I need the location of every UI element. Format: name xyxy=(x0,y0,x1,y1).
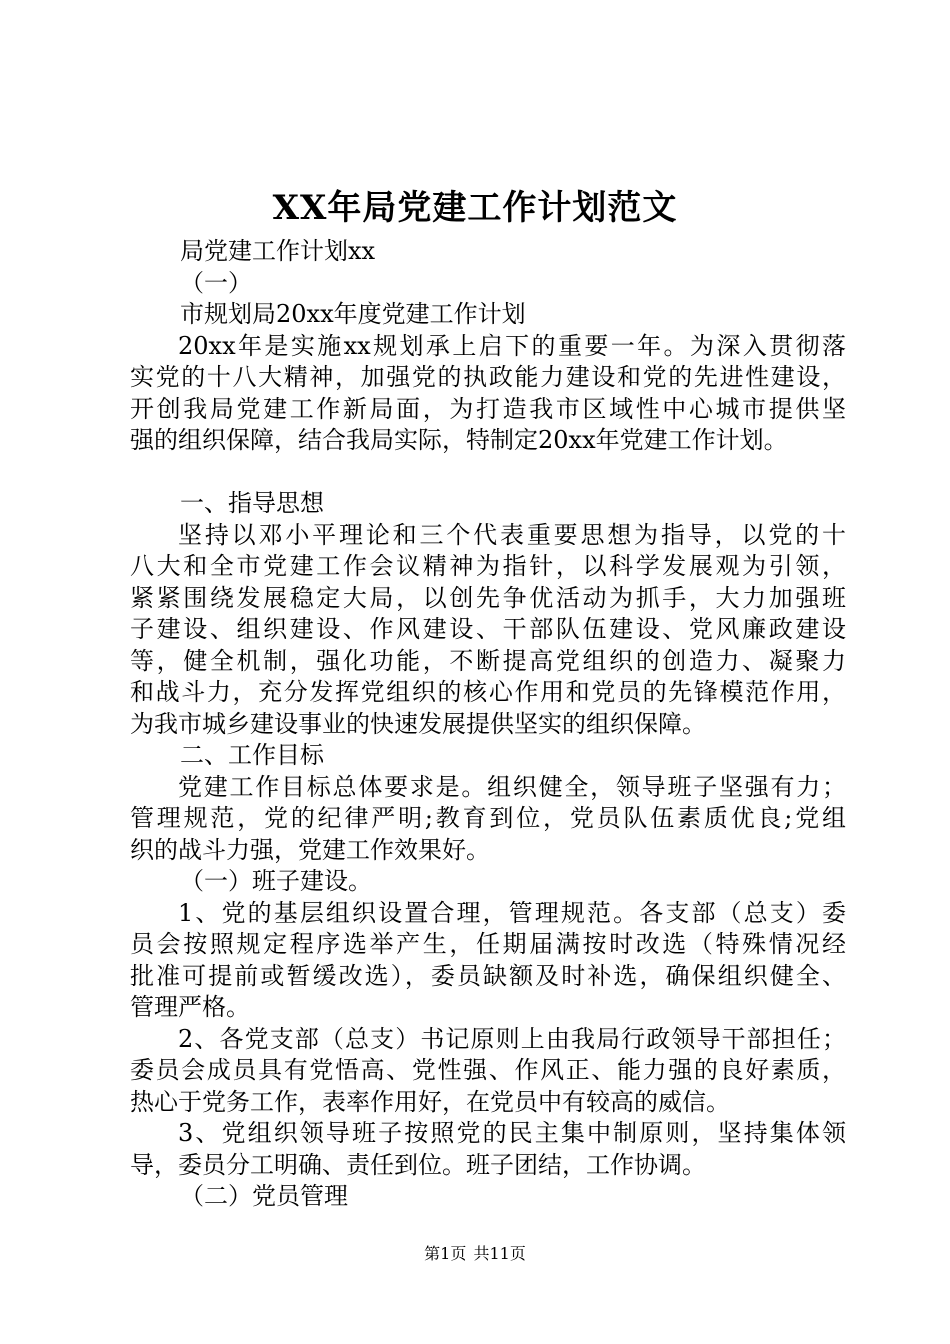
body-line: 导，委员分工明确、责任到位。班子团结，工作协调。 xyxy=(130,1150,706,1179)
body-line: （二）党员管理 xyxy=(180,1182,348,1210)
body-line: 一、指导思想 xyxy=(180,489,324,517)
body-line: 市规划局20xx年度党建工作计划 xyxy=(180,300,526,328)
body-line: （一） xyxy=(180,268,252,297)
body-line: 委员会成员具有党悟高、党性强、作风正、能力强的良好素质， xyxy=(130,1056,846,1084)
body-line: 实党的十八大精神，加强党的执政能力建设和党的先进性建设， xyxy=(130,363,846,391)
body-line: 20xx年是实施xx规划承上启下的重要一年。为深入贯彻落 xyxy=(178,331,846,360)
body-line: 织的战斗力强，党建工作效果好。 xyxy=(130,835,490,864)
document-title: XX年局党建工作计划范文 xyxy=(272,188,678,228)
blank-line xyxy=(130,457,846,489)
page-footer xyxy=(0,1243,950,1265)
body-line: 党建工作目标总体要求是。组织健全，领导班子坚强有力； xyxy=(178,772,846,801)
body-line: 和战斗力，充分发挥党组织的核心作用和党员的先锋模范作用， xyxy=(130,678,846,706)
body-line: 八大和全市党建工作会议精神为指针，以科学发展观为引领， xyxy=(130,552,846,580)
body-line: 批准可提前或暂缓改选），委员缺额及时补选，确保组织健全、 xyxy=(130,961,846,990)
body-line: 二、工作目标 xyxy=(180,741,324,769)
body-line: 热心于党务工作，表率作用好，在党员中有较高的威信。 xyxy=(130,1087,730,1116)
body-line: 开创我局党建工作新局面，为打造我市区域性中心城市提供坚 xyxy=(130,394,846,423)
body-line: （一）班子建设。 xyxy=(180,867,372,895)
body-line: 管理规范，党的纪律严明;教育到位，党员队伍素质优良;党组 xyxy=(130,804,846,832)
body-line: 2、各党支部（总支）书记原则上由我局行政领导干部担任； xyxy=(178,1024,846,1053)
body-line: 子建设、组织建设、作风建设、干部队伍建设、党风廉政建设 xyxy=(130,615,846,643)
body-line: 3、党组织领导班子按照党的民主集中制原则，坚持集体领 xyxy=(178,1119,846,1147)
body-line: 坚持以邓小平理论和三个代表重要思想为指导，以党的十 xyxy=(178,520,846,549)
document-body xyxy=(130,236,846,1213)
body-line: 局党建工作计划xx xyxy=(180,237,376,265)
body-line: 紧紧围绕发展稳定大局，以创先争优活动为抓手，大力加强班 xyxy=(130,583,846,612)
body-line: 为我市城乡建设事业的快速发展提供坚实的组织保障。 xyxy=(130,709,706,738)
body-line: 强的组织保障，结合我局实际，特制定20xx年党建工作计划。 xyxy=(130,426,788,454)
page-number: 第1页 xyxy=(424,1244,467,1263)
body-line: 员会按照规定程序选举产生，任期届满按时改选（特殊情况经 xyxy=(130,930,846,958)
body-line: 等，健全机制，强化功能，不断提高党组织的创造力、凝聚力 xyxy=(130,646,846,675)
body-line: 1、党的基层组织设置合理，管理规范。各支部（总支）委 xyxy=(178,898,846,927)
body-line: 管理严格。 xyxy=(130,993,250,1021)
page-total: 共11页 xyxy=(473,1244,526,1263)
